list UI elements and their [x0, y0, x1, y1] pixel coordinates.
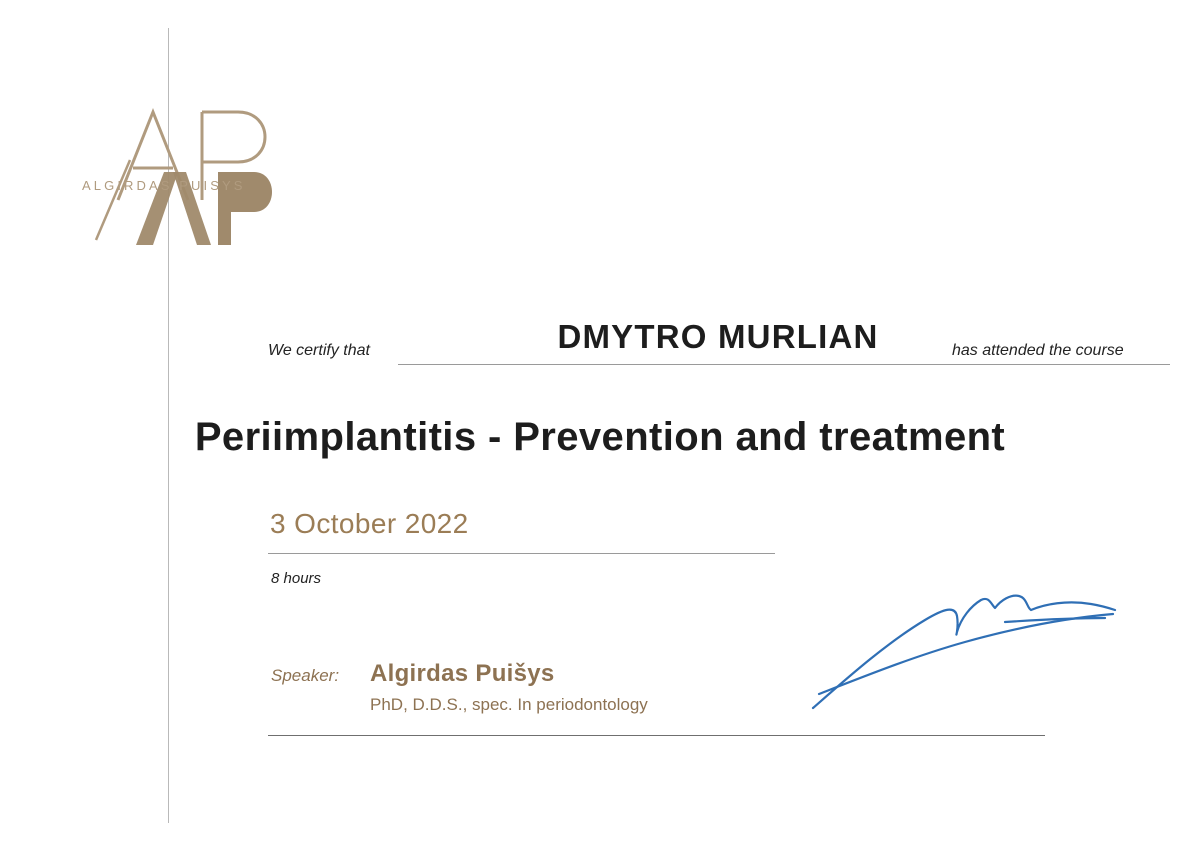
- course-date: 3 October 2022: [270, 508, 469, 539]
- course-title: Periimplantitis - Prevention and treatment: [194, 415, 1006, 459]
- certify-suffix-text: has attended the course: [952, 342, 1124, 359]
- speaker-name: Algirdas Puišys: [370, 660, 555, 687]
- recipient-underline: [398, 364, 1170, 365]
- speaker-credentials: PhD, D.D.S., spec. In periodontology: [370, 695, 648, 714]
- certify-prefix-text: We certify that: [268, 342, 370, 359]
- logo-wordmark: ALGIRDAS PUISYS: [82, 178, 246, 193]
- logo-monogram-icon: [78, 100, 308, 250]
- recipient-name: DMYTRO MURLIAN: [557, 318, 879, 355]
- course-duration: 8 hours: [271, 570, 322, 587]
- certify-row: [268, 318, 1168, 374]
- speaker-underline: [268, 735, 1045, 736]
- speaker-label: Speaker:: [271, 666, 340, 685]
- date-underline: [268, 553, 775, 554]
- signature-image: [805, 570, 1135, 730]
